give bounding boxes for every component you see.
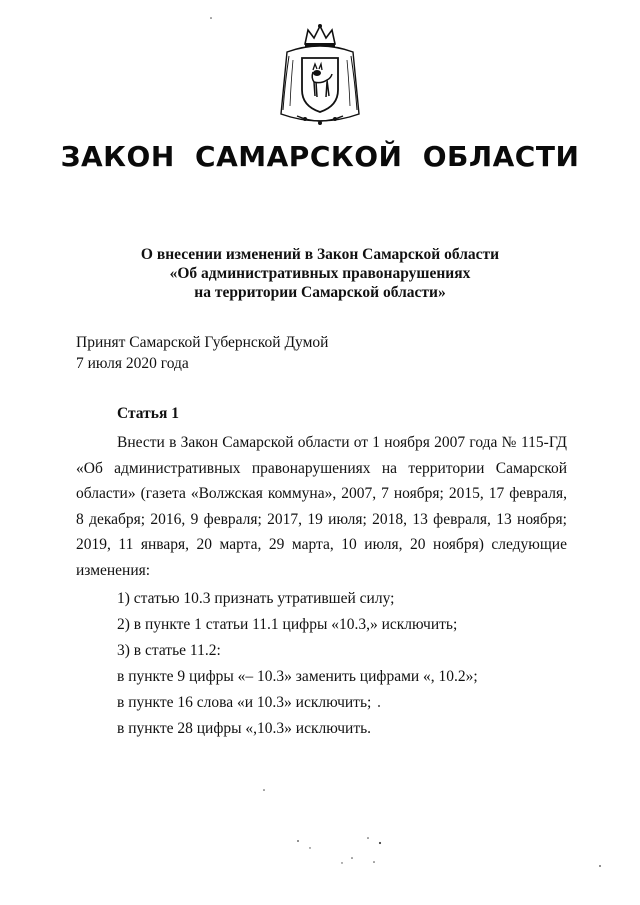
law-subject: [0, 245, 640, 302]
adoption-info: [76, 332, 328, 374]
amendment-item: 2) в пункте 1 статьи 11.1 цифры «10.3,» исключить;: [117, 616, 458, 633]
amendment-item: в пункте 9 цифры «– 10.3» заменить цифрами «, 10.2»;: [117, 668, 478, 685]
article-body: [76, 430, 567, 583]
samara-region-coat-of-arms-icon: [275, 22, 365, 132]
law-title: ЗАКОН САМАРСКОЙ ОБЛАСТИ: [60, 140, 580, 173]
amendment-item: в пункте 16 слова «и 10.3» исключить;: [117, 694, 372, 711]
amendments-list: [117, 586, 478, 742]
subject-line: «Об административных правонарушениях: [169, 265, 471, 282]
subject-line: на территории Самарской области»: [194, 284, 446, 301]
subject-line: О внесении изменений в Закон Самарской области: [140, 246, 500, 263]
amendment-item: 3) в статье 11.2:: [117, 642, 221, 659]
article-intro-paragraph: Внести в Закон Самарской области от 1 ноября 2007 года № 115-ГД «Об административных правонарушениях на территории Самарской области» (газета «Волжская коммуна», 2007, 7 ноября; 2015, 17 февраля, 8 декабря; 2016, 9 февраля; 2017, 19 июля; 2018, 13 февраля, 13 ноября; 2019, 11 января, 20 марта, 29 марта, 10 июля, 20 ноября) следующие изменения:: [76, 434, 567, 579]
adoption-body: Принят Самарской Губернской Думой: [76, 334, 329, 351]
article-heading: Статья 1: [117, 405, 179, 422]
amendment-item: в пункте 28 цифры «,10.3» исключить.: [117, 720, 372, 737]
adoption-date: 7 июля 2020 года: [76, 355, 189, 372]
amendment-item: 1) статью 10.3 признать утратившей силу;: [117, 590, 395, 607]
